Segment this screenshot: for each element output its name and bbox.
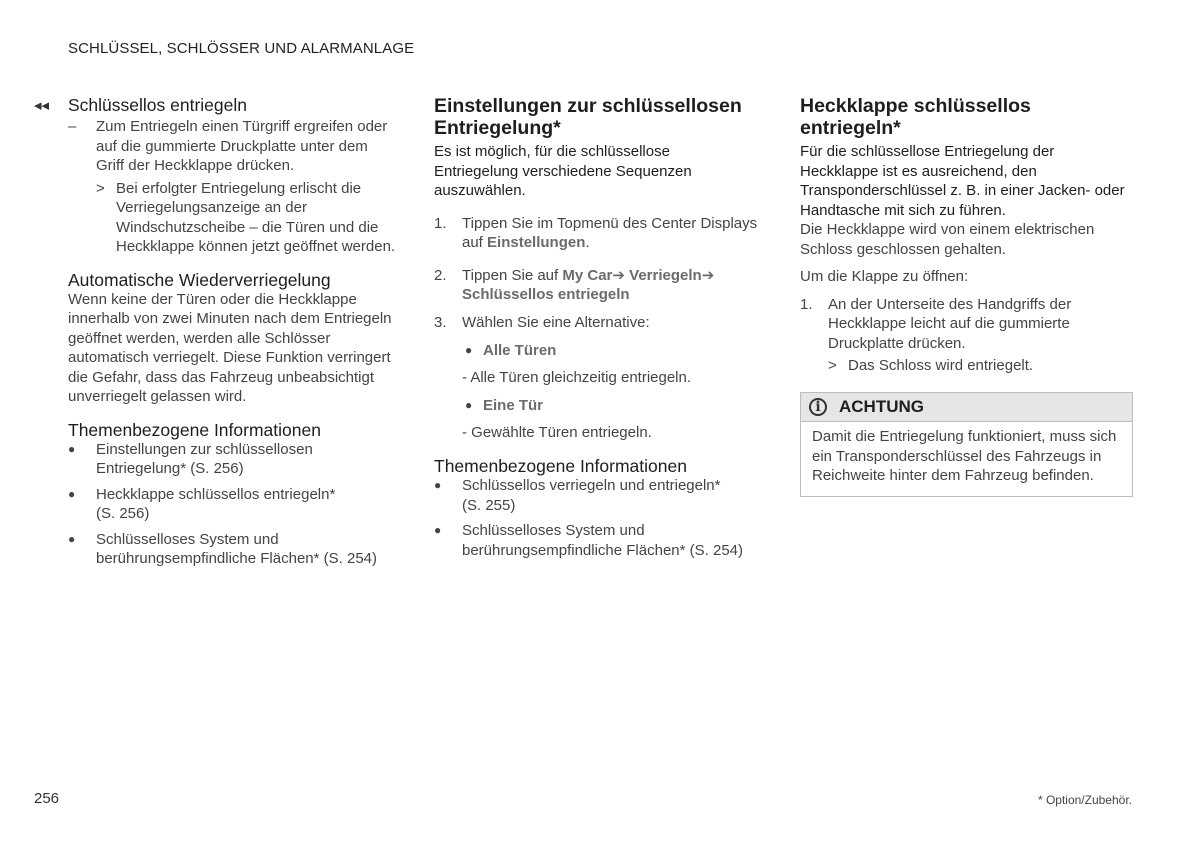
arrow-right-icon: ➔ bbox=[612, 266, 625, 284]
result-marker: > bbox=[96, 179, 105, 197]
instruction-lead: Um die Klappe zu öffnen: bbox=[800, 268, 969, 285]
result-text: Bei erfolgter Entriegelung erlischt die Verriegelungsanzeige an der Windschutzscheibe – die Türen und die Heckklappe können jetzt geöffnet werden. bbox=[116, 179, 396, 255]
numbered-step: 1. Tippen Sie im Topmenü des Center Displays auf Einstellungen. bbox=[434, 214, 758, 251]
warning-header bbox=[801, 393, 1132, 422]
related-link[interactable]: ● Schlüssellos verriegeln und entriegeln* (S. 255) bbox=[434, 477, 721, 514]
subsection-heading: Automatische Wiederverriegelung bbox=[68, 269, 331, 290]
section-heading: Einstellungen zur schlüssellosen Entriegelung* bbox=[434, 95, 742, 139]
dash-marker: – bbox=[68, 118, 77, 135]
option-label: Eine Tür bbox=[483, 397, 544, 414]
numbered-step: 2. Tippen Sie auf My Car➔ Verriegeln➔ Schlüssellos entriegeln bbox=[434, 266, 715, 303]
related-link[interactable]: ● Schlüsselloses System und berührungsempfindliche Flächen* (S. 254) bbox=[434, 522, 743, 559]
ui-label-settings: Einstellungen bbox=[487, 234, 586, 251]
option-label: Alle Türen bbox=[483, 342, 557, 359]
intro-text: Für die schlüssellose Entriegelung der Heckklappe ist es ausreichend, den Transponderschlüssel z. B. in einer Jacken- oder Handtasche mit sich zu führen. bbox=[800, 143, 1125, 219]
warning-box bbox=[800, 392, 1133, 497]
page-number: 256 bbox=[34, 790, 60, 807]
instruction-step bbox=[68, 117, 406, 176]
column-keyless-settings bbox=[434, 95, 769, 560]
section-heading: Heckklappe schlüssellos entriegeln* bbox=[800, 95, 1031, 139]
description-text: Die Heckklappe wird von einem elektrischen Schloss geschlossen gehalten. bbox=[800, 221, 1095, 258]
result-item: > Das Schloss wird entriegelt. bbox=[828, 357, 1034, 374]
ui-label-my-car: My Car bbox=[562, 266, 613, 284]
arrow-right-icon: ➔ bbox=[701, 266, 715, 284]
intro-text: Es ist möglich, für die schlüssellose Entriegelung verschiedene Sequenzen auszuwählen. bbox=[434, 143, 692, 199]
back-arrow-icon: ◂◂ bbox=[34, 97, 50, 114]
ui-label-keyless-unlock: Schlüssellos entriegeln bbox=[462, 286, 630, 303]
info-icon: i bbox=[809, 398, 827, 416]
option-desc: - Gewählte Türen entriegeln. bbox=[462, 423, 652, 441]
auto-relock-text: Wenn keine der Türen oder die Heckklappe innerhalb von zwei Minuten nach dem Entriegeln geöffnet werden, werden alle Schlösser automatisch verriegelt. Diese Funktion verringert die Gefahr, dass das Fahrzeug unbeabsichtigt unverriegelt gelassen wird. bbox=[68, 290, 392, 405]
option-item: ● Eine Tür bbox=[434, 396, 769, 416]
related-link[interactable]: ● Schlüsselloses System und berührungsempfindliche Flächen* (S. 254) bbox=[68, 530, 377, 567]
step-text: Zum Entriegeln einen Türgriff ergreifen oder auf die gummierte Druckplatte unter dem Griff der Heckklappe drücken. bbox=[96, 118, 388, 174]
related-list bbox=[68, 440, 406, 569]
result-item bbox=[68, 179, 406, 257]
section-heading: Schlüssellos entriegeln bbox=[68, 95, 247, 115]
related-heading: Themenbezogene Informationen bbox=[68, 419, 321, 440]
related-link[interactable]: ● Einstellungen zur schlüssellosen Entriegelung* (S. 256) bbox=[68, 440, 313, 477]
column-tailgate bbox=[800, 95, 1133, 484]
warning-text: Damit die Entriegelung funktioniert, muss sich ein Transponderschlüssel des Fahrzeugs in Reichweite hinter dem Fahrzeug befinden. bbox=[812, 428, 1117, 484]
warning-title: ACHTUNG bbox=[839, 397, 924, 416]
numbered-step: 3. Wählen Sie eine Alternative: bbox=[434, 313, 650, 331]
related-heading: Themenbezogene Informationen bbox=[434, 456, 687, 476]
numbered-step: 1. An der Unterseite des Handgriffs der Heckklappe leicht auf die gummierte Druckplatte drücken. bbox=[800, 295, 1072, 352]
option-item: ● Alle Türen bbox=[434, 341, 769, 361]
ui-label-lock: Verriegeln bbox=[629, 266, 702, 284]
option-desc: - Alle Türen gleichzeitig entriegeln. bbox=[462, 368, 692, 386]
related-link[interactable]: ● Heckklappe schlüssellos entriegeln* (S. 256) bbox=[68, 485, 336, 522]
column-keyless-unlock bbox=[34, 95, 406, 569]
page-header-title: SCHLÜSSEL, SCHLÖSSER UND ALARMANLAGE bbox=[68, 40, 415, 57]
footnote: * Option/Zubehör. bbox=[1037, 793, 1132, 807]
